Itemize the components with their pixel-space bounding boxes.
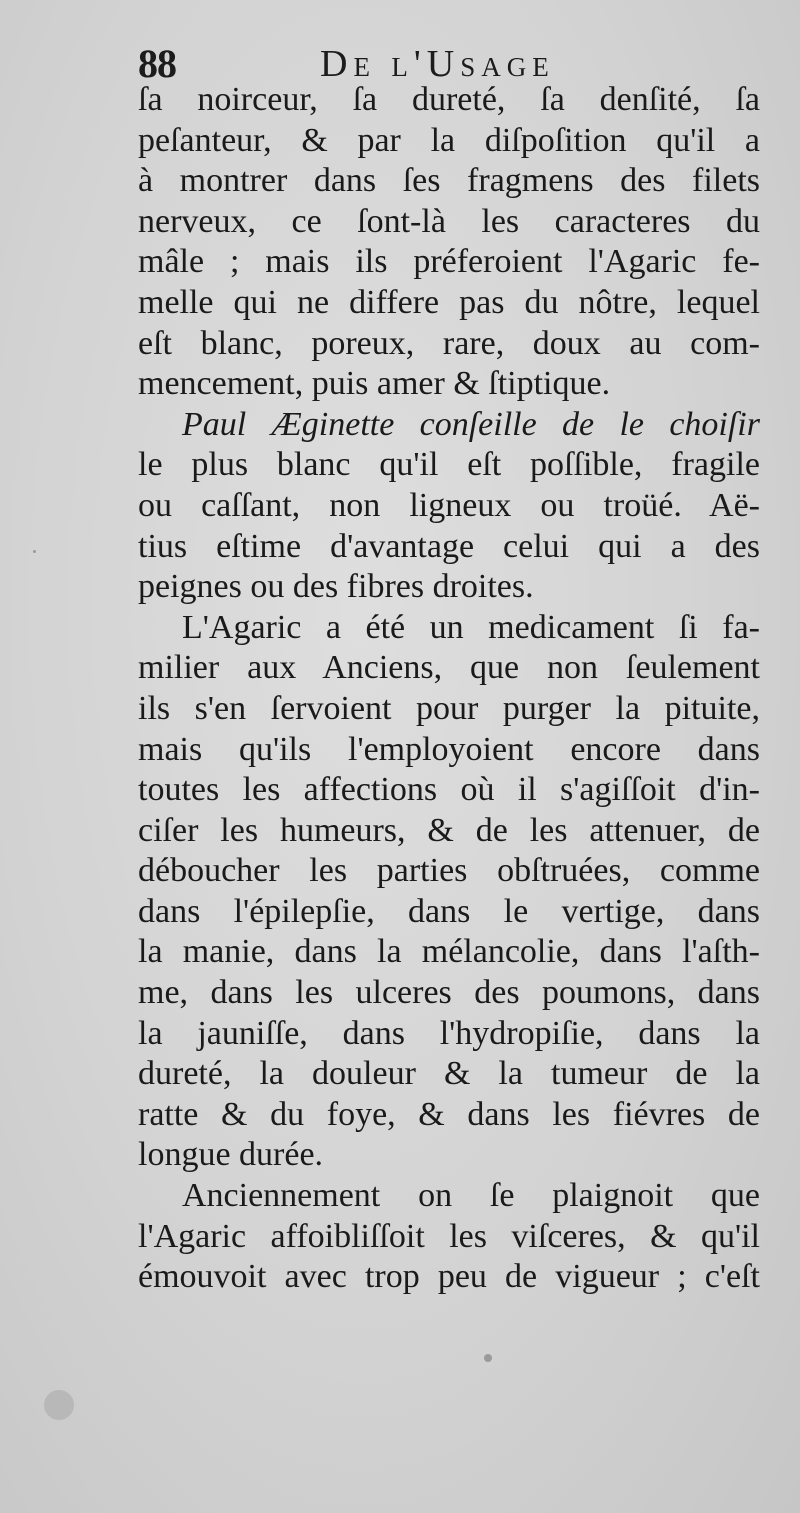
text-line: tius eſtime d'avantage celui qui a des — [138, 527, 760, 565]
text-line: melle qui ne differe pas du nôtre, lequel — [138, 283, 760, 321]
text-line: émouvoit avec trop peu de vigueur ; c'eſt — [138, 1258, 760, 1296]
text-line: toutes les affections où il s'agiſſoit d'in- — [138, 771, 760, 809]
text-line: la jauniſſe, dans l'hydropiſie, dans la — [138, 1014, 760, 1052]
text-line: me, dans les ulceres des poumons, dans — [138, 974, 760, 1012]
text-line: eſt blanc, poreux, rare, doux au com- — [138, 324, 760, 362]
text-line: ou caſſant, non ligneux ou troüé. Aë- — [138, 486, 760, 524]
text-line — [138, 405, 760, 446]
text-line: mais qu'ils l'employoient encore dans — [138, 730, 760, 768]
text-line: milier aux Anciens, que non ſeulement — [138, 649, 760, 687]
text-line: déboucher les parties obſtruées, comme — [138, 852, 760, 890]
body-text — [138, 80, 760, 1298]
paper-speck — [33, 550, 36, 553]
running-title: De l'Usage — [320, 43, 555, 85]
text-line: la manie, dans la mélancolie, dans l'aſth- — [138, 933, 760, 971]
text-line: ils s'en ſervoient pour purger la pituite, — [138, 689, 760, 727]
paper-speck — [44, 1390, 74, 1420]
text-line: le plus blanc qu'il eſt poſſible, fragile — [138, 446, 760, 484]
text-line: Anciennement on ſe plaignoit que — [182, 1177, 760, 1215]
text-line: à montrer dans ſes fragmens des filets — [138, 162, 760, 200]
text-line: dans l'épilepſie, dans le vertige, dans — [138, 892, 760, 930]
text-line: mencement, puis amer & ſtiptique. — [138, 365, 611, 403]
text-line: peſanteur, & par la diſpoſition qu'il a — [138, 121, 760, 159]
text-line: longue durée. — [138, 1136, 324, 1174]
text-line: mâle ; mais ils préferoient l'Agaric fe- — [138, 243, 760, 281]
text-line: peignes ou des fibres droites. — [138, 568, 534, 606]
page-number: 88 — [138, 41, 176, 86]
text-line: ciſer les humeurs, & de les attenuer, de — [138, 811, 760, 849]
text-line: ratte & du foye, & dans les fiévres de — [138, 1095, 760, 1133]
text-line: L'Agaric a été un medicament ſi fa- — [182, 608, 760, 646]
text-line: ſa noirceur, ſa dureté, ſa denſité, ſa — [138, 81, 760, 118]
paper-speck — [484, 1354, 492, 1362]
author-name-paul-aeginette: Paul Æginette conſeille de le choiſir — [182, 405, 760, 443]
text-line: nerveux, ce ſont-là les caracteres du — [138, 202, 760, 240]
text-line: dureté, la douleur & la tumeur de la — [138, 1055, 760, 1093]
text-line: l'Agaric affoibliſſoit les viſceres, & qu'il — [138, 1217, 760, 1255]
